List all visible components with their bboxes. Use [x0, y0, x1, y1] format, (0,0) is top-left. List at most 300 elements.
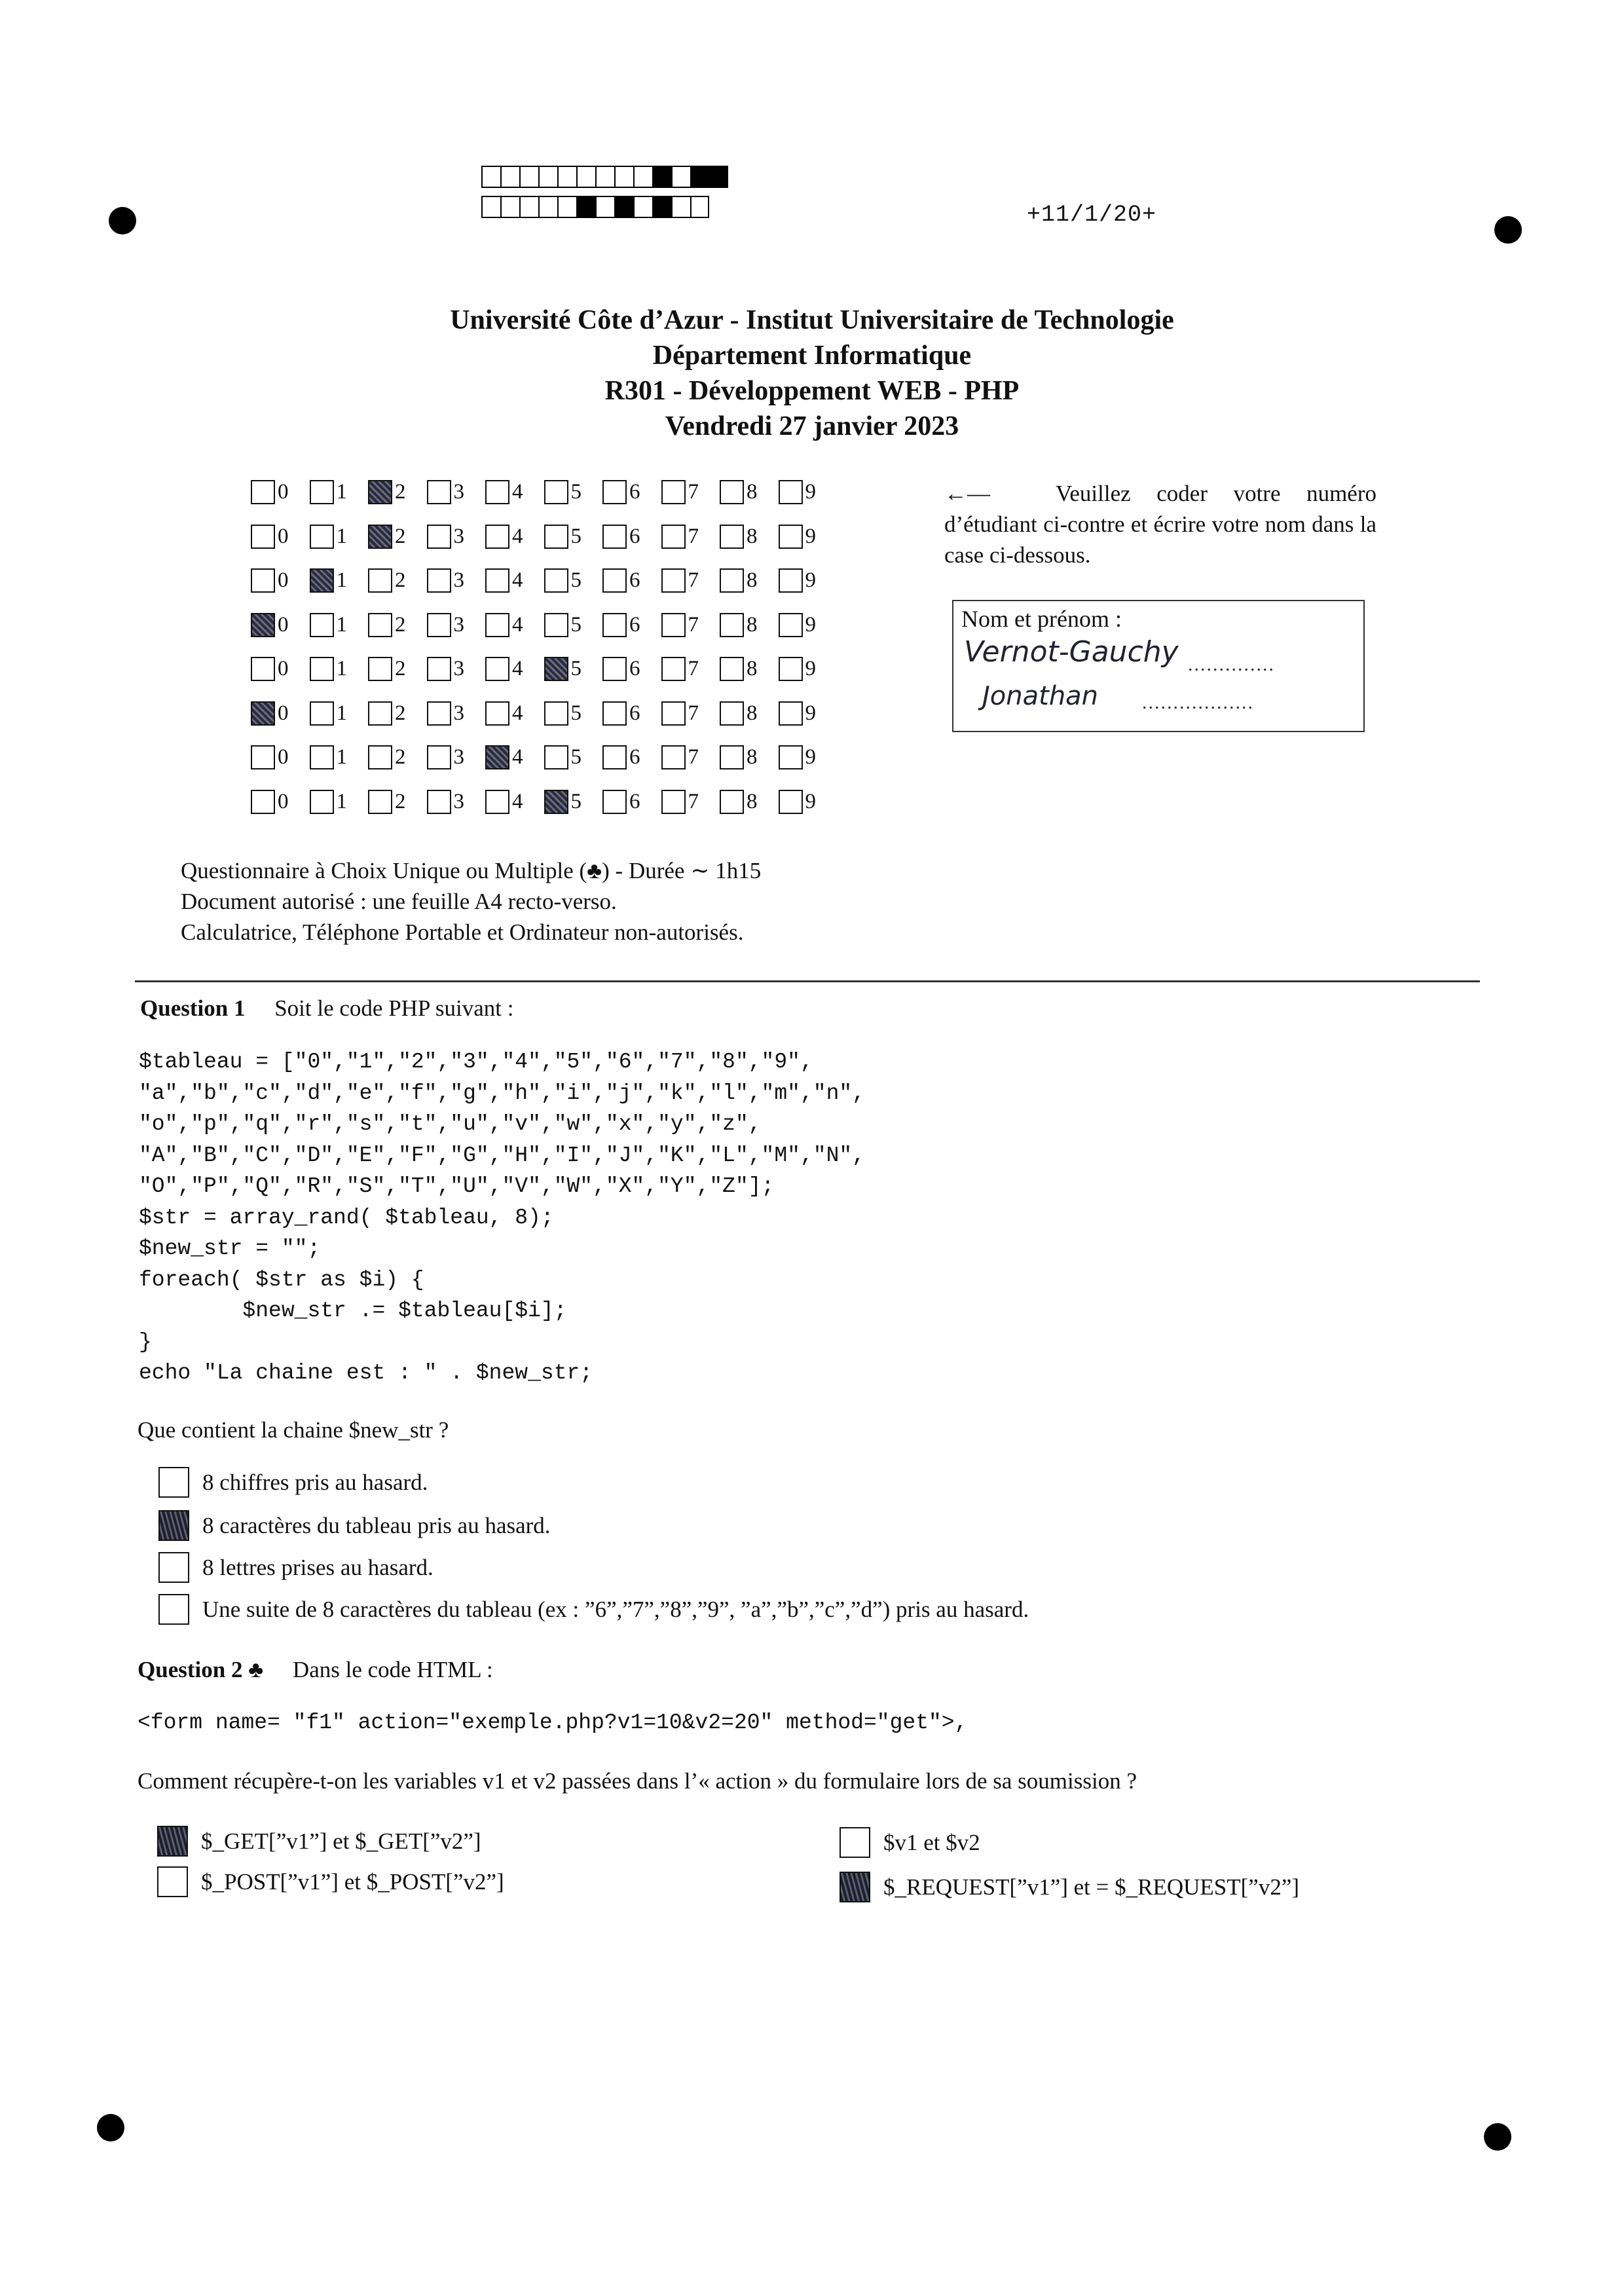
left-arrow-icon: ←—: [944, 481, 990, 506]
q2-option-3[interactable]: [840, 1827, 980, 1858]
student-id-digit[interactable]: [251, 525, 310, 549]
code-line: "O","P","Q","R","S","T","U","V","W","X","Y","Z"];: [139, 1174, 775, 1198]
student-id-checkbox[interactable]: [251, 480, 275, 504]
student-id-checkbox[interactable]: [485, 701, 509, 726]
student-id-digit[interactable]: [427, 790, 486, 814]
student-id-digit-label: 1: [336, 480, 347, 504]
exam-rules: [181, 855, 761, 948]
student-id-checkbox[interactable]: [251, 790, 275, 814]
student-id-checkbox[interactable]: [661, 657, 686, 681]
student-id-checkbox[interactable]: [485, 745, 509, 769]
student-id-digit[interactable]: [310, 480, 369, 504]
student-id-digit-label: 4: [512, 701, 523, 725]
student-id-digit[interactable]: [427, 745, 486, 769]
student-id-digit[interactable]: [251, 701, 310, 726]
id-instructions: [944, 478, 1376, 570]
student-id-checkbox[interactable]: [427, 480, 451, 504]
barcode-cell: [595, 196, 614, 218]
student-id-checkbox[interactable]: [602, 701, 627, 726]
student-id-checkbox[interactable]: [310, 613, 334, 637]
student-id-digit[interactable]: [485, 568, 544, 593]
student-id-digit[interactable]: [779, 790, 838, 814]
section-divider: [135, 980, 1480, 982]
student-id-digit[interactable]: [602, 613, 661, 637]
student-id-digit-label: 5: [570, 480, 581, 504]
student-id-digit[interactable]: [661, 657, 720, 681]
student-id-digit[interactable]: [779, 657, 838, 681]
student-id-digit-label: 6: [629, 612, 640, 637]
student-id-checkbox[interactable]: [661, 613, 686, 637]
student-id-checkbox[interactable]: [602, 525, 627, 549]
barcode-cell: [633, 196, 652, 218]
q1-option-3-checkbox[interactable]: [158, 1552, 189, 1583]
student-id-digit-label: 9: [805, 480, 816, 504]
student-id-checkbox[interactable]: [310, 480, 334, 504]
student-id-checkbox[interactable]: [720, 525, 744, 549]
student-id-checkbox[interactable]: [720, 790, 744, 814]
student-id-checkbox[interactable]: [779, 745, 803, 769]
student-id-checkbox[interactable]: [485, 480, 509, 504]
student-id-digit-label: 2: [395, 480, 406, 504]
student-id-digit-label: 7: [688, 568, 699, 593]
student-id-digit[interactable]: [544, 657, 603, 681]
student-id-digit[interactable]: [779, 568, 838, 593]
barcode-cell: [690, 196, 709, 218]
student-id-digit[interactable]: [720, 745, 779, 769]
student-id-digit[interactable]: [251, 745, 310, 769]
barcode-cell: [519, 166, 538, 188]
student-id-checkbox[interactable]: [251, 613, 275, 637]
student-id-row: [251, 603, 837, 648]
student-id-checkbox[interactable]: [310, 657, 334, 681]
student-id-digit-label: 7: [688, 701, 699, 725]
student-id-digit[interactable]: [779, 525, 838, 549]
student-id-digit[interactable]: [602, 701, 661, 726]
student-id-checkbox[interactable]: [602, 745, 627, 769]
student-id-checkbox[interactable]: [368, 657, 392, 681]
student-id-checkbox[interactable]: [661, 701, 686, 726]
student-id-digit[interactable]: [602, 525, 661, 549]
code-line: "A","B","C","D","E","F","G","H","I","J","K","L","M","N",: [139, 1143, 865, 1168]
student-id-digit[interactable]: [427, 657, 486, 681]
barcode-cell: [519, 196, 538, 218]
student-id-checkbox[interactable]: [544, 480, 568, 504]
code-line: "a","b","c","d","e","f","g","h","i","j","k","l","m","n",: [139, 1081, 865, 1105]
barcode-cell: [652, 166, 671, 188]
student-id-digit-label: 4: [512, 568, 523, 593]
question-2-header: [138, 1657, 493, 1683]
student-id-checkbox[interactable]: [427, 568, 451, 593]
student-id-grid: [251, 470, 837, 824]
q1-option-2-label: 8 caractères du tableau pris au hasard.: [202, 1512, 551, 1538]
q1-option-3[interactable]: [158, 1552, 434, 1583]
student-id-row: [251, 780, 837, 824]
code-line: $str = array_rand( $tableau, 8);: [139, 1205, 554, 1230]
registration-mark-top-right: [1494, 216, 1522, 244]
student-id-digit[interactable]: [720, 480, 779, 504]
q1-option-1-label: 8 chiffres pris au hasard.: [202, 1469, 428, 1495]
student-id-digit[interactable]: [720, 657, 779, 681]
student-id-digit-label: 4: [512, 612, 523, 637]
student-id-digit[interactable]: [427, 525, 486, 549]
name-box[interactable]: [952, 600, 1365, 732]
student-id-checkbox[interactable]: [544, 701, 568, 726]
student-id-checkbox[interactable]: [310, 525, 334, 549]
question-2-intro: Dans le code HTML :: [292, 1657, 493, 1682]
student-id-digit[interactable]: [779, 613, 838, 637]
student-id-digit-label: 1: [336, 612, 347, 637]
student-id-digit[interactable]: [368, 657, 427, 681]
barcode-cell: [538, 196, 557, 218]
student-id-digit-label: 9: [805, 524, 816, 548]
barcode-cell: [652, 196, 671, 218]
student-id-checkbox[interactable]: [544, 568, 568, 593]
student-id-digit-label: 3: [453, 701, 464, 725]
code-line: $tableau = ["0","1","2","3","4","5","6","7","8","9",: [139, 1050, 813, 1074]
name-box-label: Nom et prénom :: [961, 606, 1122, 632]
student-id-digit-label: 8: [747, 789, 758, 813]
student-id-checkbox[interactable]: [368, 480, 392, 504]
barcode-row-2: [481, 196, 709, 218]
student-id-checkbox[interactable]: [310, 568, 334, 593]
student-id-digit[interactable]: [661, 745, 720, 769]
registration-mark-bottom-right: [1484, 2123, 1511, 2151]
student-id-digit-label: 1: [336, 568, 347, 593]
q2-option-3-checkbox[interactable]: [840, 1827, 870, 1858]
code-line: $new_str .= $tableau[$i];: [139, 1299, 567, 1323]
student-id-checkbox[interactable]: [602, 613, 627, 637]
student-id-checkbox[interactable]: [368, 525, 392, 549]
name-line-dots-1: ..............: [1188, 654, 1275, 675]
student-id-digit-label: 1: [336, 701, 347, 725]
student-id-checkbox[interactable]: [368, 790, 392, 814]
barcode-cell: [614, 196, 633, 218]
student-id-digit[interactable]: [661, 790, 720, 814]
student-id-row: [251, 647, 837, 692]
student-id-digit[interactable]: [368, 745, 427, 769]
student-id-digit[interactable]: [544, 613, 603, 637]
student-id-checkbox[interactable]: [779, 525, 803, 549]
student-id-digit-label: 7: [688, 612, 699, 637]
q2-option-4-checkbox[interactable]: [840, 1872, 870, 1902]
student-id-digit[interactable]: [544, 480, 603, 504]
department-title: Département Informatique: [652, 341, 972, 371]
student-id-checkbox[interactable]: [368, 701, 392, 726]
exam-date: Vendredi 27 janvier 2023: [665, 411, 959, 441]
student-id-digit[interactable]: [485, 657, 544, 681]
student-id-digit[interactable]: [720, 568, 779, 593]
student-id-digit[interactable]: [485, 613, 544, 637]
q2-option-2[interactable]: [157, 1866, 504, 1897]
q1-option-4-label: Une suite de 8 caractères du tableau (ex : ”6”,”7”,”8”,”9”, ”a”,”b”,”c”,”d”) pris au hasard.: [202, 1596, 1029, 1622]
student-id-digit-label: 8: [747, 568, 758, 593]
q1-option-4[interactable]: [158, 1594, 1029, 1625]
student-id-checkbox[interactable]: [720, 745, 744, 769]
student-id-checkbox[interactable]: [310, 745, 334, 769]
q2-option-1-checkbox[interactable]: [157, 1826, 188, 1857]
student-id-checkbox[interactable]: [251, 657, 275, 681]
student-id-digit[interactable]: [485, 745, 544, 769]
student-id-digit-label: 0: [278, 480, 289, 504]
q1-option-2[interactable]: [158, 1510, 551, 1541]
student-id-digit[interactable]: [310, 613, 369, 637]
q1-option-2-checkbox[interactable]: [158, 1510, 189, 1541]
student-id-digit[interactable]: [251, 568, 310, 593]
student-id-row: [251, 515, 837, 559]
student-id-digit[interactable]: [661, 525, 720, 549]
student-id-checkbox[interactable]: [661, 568, 686, 593]
q2-option-2-checkbox[interactable]: [157, 1866, 188, 1897]
barcode-cell: [633, 166, 652, 188]
barcode-cell: [614, 166, 633, 188]
barcode-cell: [671, 166, 690, 188]
q1-option-1[interactable]: [158, 1467, 428, 1498]
student-id-digit-label: 7: [688, 524, 699, 548]
student-id-digit[interactable]: [602, 657, 661, 681]
question-1-header: [140, 995, 513, 1022]
rules-line-1: Questionnaire à Choix Unique ou Multiple (♣) - Durée ∼ 1h15: [181, 858, 762, 883]
student-id-checkbox[interactable]: [427, 701, 451, 726]
barcode-cell: [481, 196, 500, 218]
q2-option-2-label: $_POST[”v1”] et $_POST[”v2”]: [201, 1868, 504, 1895]
barcode-cell: [538, 166, 557, 188]
student-id-digit[interactable]: [310, 568, 369, 593]
student-id-checkbox[interactable]: [485, 613, 509, 637]
barcode-cell: [690, 166, 709, 188]
student-id-digit-label: 8: [747, 745, 758, 769]
student-id-checkbox[interactable]: [544, 790, 568, 814]
student-id-digit-label: 1: [336, 524, 347, 548]
student-id-digit[interactable]: [310, 745, 369, 769]
student-id-checkbox[interactable]: [720, 568, 744, 593]
student-id-checkbox[interactable]: [485, 657, 509, 681]
student-id-digit[interactable]: [310, 701, 369, 726]
student-id-digit-label: 8: [747, 701, 758, 725]
student-id-digit[interactable]: [251, 613, 310, 637]
student-id-digit[interactable]: [544, 701, 603, 726]
student-id-checkbox[interactable]: [368, 745, 392, 769]
student-id-digit[interactable]: [602, 745, 661, 769]
student-id-digit[interactable]: [310, 525, 369, 549]
student-id-digit-label: 6: [629, 657, 640, 681]
student-id-checkbox[interactable]: [602, 790, 627, 814]
student-id-digit-label: 5: [570, 789, 581, 813]
student-id-digit[interactable]: [368, 525, 427, 549]
q1-option-1-checkbox[interactable]: [158, 1467, 189, 1498]
student-id-checkbox[interactable]: [720, 480, 744, 504]
student-id-checkbox[interactable]: [661, 480, 686, 504]
student-id-digit-label: 5: [570, 701, 581, 725]
student-id-checkbox[interactable]: [661, 745, 686, 769]
student-id-checkbox[interactable]: [720, 613, 744, 637]
student-id-checkbox[interactable]: [602, 657, 627, 681]
student-id-digit-label: 0: [278, 612, 289, 637]
copy-identifier: +11/1/20+: [1027, 202, 1157, 228]
student-id-checkbox[interactable]: [310, 790, 334, 814]
student-id-digit-label: 3: [453, 657, 464, 681]
student-id-digit[interactable]: [661, 480, 720, 504]
student-id-digit[interactable]: [661, 568, 720, 593]
student-id-checkbox[interactable]: [544, 745, 568, 769]
student-id-checkbox[interactable]: [779, 701, 803, 726]
student-id-checkbox[interactable]: [779, 613, 803, 637]
student-id-checkbox[interactable]: [427, 745, 451, 769]
question-2-prompt: Comment récupère-t-on les variables v1 et v2 passées dans l’« action » du formulaire lors de sa soumission ?: [138, 1768, 1137, 1794]
student-id-checkbox[interactable]: [485, 525, 509, 549]
student-id-digit-label: 3: [453, 480, 464, 504]
student-id-checkbox[interactable]: [779, 568, 803, 593]
student-id-digit[interactable]: [427, 568, 486, 593]
student-id-digit[interactable]: [602, 568, 661, 593]
question-1-code-block: [139, 1046, 865, 1389]
student-id-checkbox[interactable]: [661, 525, 686, 549]
student-id-digit[interactable]: [427, 701, 486, 726]
barcode-row-1: [481, 166, 728, 188]
student-id-checkbox[interactable]: [485, 568, 509, 593]
student-id-checkbox[interactable]: [251, 701, 275, 726]
student-id-digit-label: 6: [629, 568, 640, 593]
student-id-digit[interactable]: [602, 480, 661, 504]
student-id-row: [251, 559, 837, 603]
student-id-digit-label: 2: [395, 524, 406, 548]
student-id-digit[interactable]: [368, 790, 427, 814]
student-id-digit[interactable]: [310, 657, 369, 681]
student-id-digit[interactable]: [661, 701, 720, 726]
q2-option-1-label: $_GET[”v1”] et $_GET[”v2”]: [201, 1828, 481, 1854]
exam-header: [0, 303, 1624, 444]
student-id-checkbox[interactable]: [544, 525, 568, 549]
student-id-checkbox[interactable]: [720, 701, 744, 726]
student-id-digit-label: 2: [395, 701, 406, 725]
student-id-row: [251, 735, 837, 780]
student-id-digit[interactable]: [251, 480, 310, 504]
question-1-title: Question 1: [140, 995, 246, 1021]
student-id-checkbox[interactable]: [310, 701, 334, 726]
student-id-digit[interactable]: [602, 790, 661, 814]
registration-mark-bottom-left: [97, 2114, 124, 2141]
student-id-digit[interactable]: [368, 480, 427, 504]
student-id-digit-label: 2: [395, 612, 406, 637]
barcode-cell: [709, 166, 728, 188]
student-id-digit-label: 0: [278, 524, 289, 548]
barcode-cell: [481, 166, 500, 188]
handwritten-first-name: Jonathan: [982, 681, 1099, 711]
student-id-digit-label: 7: [688, 745, 699, 769]
student-id-checkbox[interactable]: [779, 790, 803, 814]
student-id-digit-label: 0: [278, 657, 289, 681]
student-id-checkbox[interactable]: [427, 525, 451, 549]
student-id-digit-label: 2: [395, 745, 406, 769]
student-id-digit[interactable]: [427, 480, 486, 504]
student-id-digit-label: 9: [805, 657, 816, 681]
student-id-digit[interactable]: [720, 790, 779, 814]
q1-option-4-checkbox[interactable]: [158, 1594, 189, 1625]
student-id-digit[interactable]: [368, 613, 427, 637]
student-id-digit-label: 7: [688, 480, 699, 504]
registration-mark-top-left: [109, 207, 136, 234]
barcode-cell: [557, 196, 576, 218]
student-id-digit[interactable]: [368, 701, 427, 726]
student-id-digit-label: 7: [688, 657, 699, 681]
student-id-digit[interactable]: [720, 525, 779, 549]
student-id-checkbox[interactable]: [720, 657, 744, 681]
barcode-cell: [671, 196, 690, 218]
student-id-checkbox[interactable]: [427, 613, 451, 637]
student-id-checkbox[interactable]: [368, 568, 392, 593]
student-id-digit-label: 6: [629, 789, 640, 813]
student-id-row: [251, 692, 837, 736]
student-id-digit-label: 4: [512, 745, 523, 769]
student-id-digit-label: 0: [278, 701, 289, 725]
student-id-digit-label: 6: [629, 524, 640, 548]
student-id-checkbox[interactable]: [661, 790, 686, 814]
student-id-checkbox[interactable]: [779, 480, 803, 504]
student-id-digit-label: 1: [336, 789, 347, 813]
barcode-cell: [557, 166, 576, 188]
student-id-checkbox[interactable]: [251, 525, 275, 549]
student-id-checkbox[interactable]: [544, 657, 568, 681]
student-id-digit-label: 4: [512, 524, 523, 548]
handwritten-last-name: Vernot-Gauchy: [964, 635, 1179, 669]
student-id-digit-label: 4: [512, 789, 523, 813]
student-id-digit-label: 8: [747, 524, 758, 548]
student-id-digit[interactable]: [485, 701, 544, 726]
student-id-checkbox[interactable]: [368, 613, 392, 637]
student-id-digit-label: 5: [570, 745, 581, 769]
student-id-checkbox[interactable]: [779, 657, 803, 681]
student-id-checkbox[interactable]: [427, 657, 451, 681]
student-id-checkbox[interactable]: [251, 568, 275, 593]
student-id-digit-label: 3: [453, 789, 464, 813]
student-id-digit-label: 2: [395, 568, 406, 593]
student-id-digit-label: 4: [512, 657, 523, 681]
barcode-cell: [576, 196, 595, 218]
code-line: $new_str = "";: [139, 1236, 321, 1261]
student-id-digit[interactable]: [427, 613, 486, 637]
student-id-digit[interactable]: [544, 568, 603, 593]
student-id-digit[interactable]: [720, 613, 779, 637]
student-id-checkbox[interactable]: [602, 480, 627, 504]
student-id-digit-label: 4: [512, 480, 523, 504]
student-id-digit[interactable]: [779, 701, 838, 726]
student-id-checkbox[interactable]: [427, 790, 451, 814]
student-id-digit[interactable]: [779, 745, 838, 769]
student-id-digit[interactable]: [485, 790, 544, 814]
barcode-cell: [500, 196, 519, 218]
student-id-digit[interactable]: [779, 480, 838, 504]
student-id-digit[interactable]: [661, 613, 720, 637]
student-id-digit[interactable]: [485, 480, 544, 504]
student-id-checkbox[interactable]: [251, 745, 275, 769]
student-id-digit[interactable]: [544, 745, 603, 769]
student-id-digit[interactable]: [544, 525, 603, 549]
rules-line-2: Document autorisé : une feuille A4 recto-verso.: [181, 889, 617, 914]
student-id-digit[interactable]: [368, 568, 427, 593]
student-id-checkbox[interactable]: [544, 613, 568, 637]
student-id-digit[interactable]: [720, 701, 779, 726]
student-id-digit[interactable]: [251, 657, 310, 681]
student-id-digit-label: 1: [336, 657, 347, 681]
student-id-checkbox[interactable]: [485, 790, 509, 814]
student-id-checkbox[interactable]: [602, 568, 627, 593]
student-id-digit[interactable]: [544, 790, 603, 814]
q2-option-4[interactable]: [840, 1872, 1299, 1902]
student-id-digit[interactable]: [251, 790, 310, 814]
q2-option-1[interactable]: [157, 1826, 481, 1857]
student-id-digit[interactable]: [310, 790, 369, 814]
student-id-digit[interactable]: [485, 525, 544, 549]
student-id-digit-label: 6: [629, 701, 640, 725]
